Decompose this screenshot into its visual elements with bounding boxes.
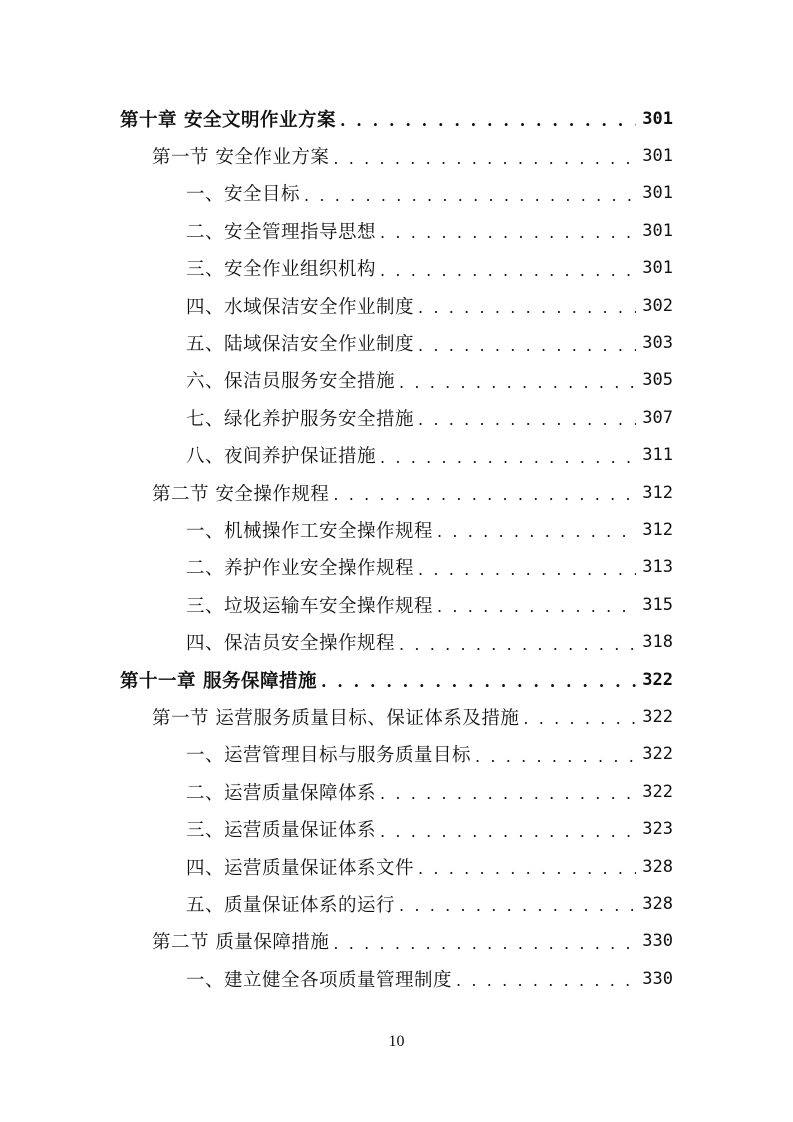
toc-entry-page: 313 bbox=[642, 557, 673, 578]
toc-entry-title: 二、安全管理指导思想 bbox=[186, 221, 377, 243]
dot-leader bbox=[475, 747, 636, 766]
toc-entry-page: 328 bbox=[642, 856, 673, 877]
toc-entry-page: 305 bbox=[642, 370, 673, 391]
toc-entry-title: 四、运营质量保证体系文件 bbox=[186, 857, 415, 879]
dot-leader bbox=[418, 298, 636, 317]
dot-leader bbox=[456, 971, 636, 990]
toc-subsection[interactable] bbox=[0, 362, 793, 399]
toc-entry-title: 五、质量保证体系的运行 bbox=[186, 894, 396, 916]
toc-entry-title: 一、安全目标 bbox=[186, 184, 301, 206]
toc-entry-page: 301 bbox=[642, 183, 673, 204]
dot-leader bbox=[333, 485, 636, 504]
toc-subsection[interactable] bbox=[0, 324, 793, 361]
dot-leader bbox=[418, 859, 636, 878]
toc-entry-page: 322 bbox=[642, 744, 673, 765]
toc-entry-title: 一、机械操作工安全操作规程 bbox=[186, 520, 434, 542]
toc-entry-page: 330 bbox=[642, 968, 673, 989]
toc-entry-page: 328 bbox=[642, 893, 673, 914]
toc-entry-page: 330 bbox=[642, 931, 673, 952]
toc-entry-page: 303 bbox=[642, 333, 673, 354]
toc-entry-page: 311 bbox=[642, 445, 673, 466]
toc-entry-page: 315 bbox=[642, 594, 673, 615]
dot-leader bbox=[399, 373, 636, 392]
dot-leader bbox=[399, 896, 636, 915]
toc-entry-title: 三、垃圾运输车安全操作规程 bbox=[186, 595, 434, 617]
toc-entry-title: 六、保洁员服务安全措施 bbox=[186, 371, 396, 393]
dot-leader bbox=[523, 709, 636, 728]
toc-section[interactable] bbox=[0, 923, 793, 960]
toc-entry-title: 四、保洁员安全操作规程 bbox=[186, 633, 396, 655]
toc-entry-page: 318 bbox=[642, 632, 673, 653]
dot-leader bbox=[380, 822, 636, 841]
toc-entry-title: 二、养护作业安全操作规程 bbox=[186, 558, 415, 580]
dot-leader bbox=[380, 784, 636, 803]
toc-entry-page: 323 bbox=[642, 819, 673, 840]
toc-subsection[interactable] bbox=[0, 810, 793, 847]
dot-leader bbox=[418, 560, 636, 579]
toc-subsection[interactable] bbox=[0, 399, 793, 436]
toc-subsection[interactable] bbox=[0, 250, 793, 287]
page-number: 10 bbox=[388, 1033, 405, 1050]
toc-entry-title: 一、建立健全各项质量管理制度 bbox=[186, 969, 453, 991]
toc-entry-page: 302 bbox=[642, 295, 673, 316]
dot-leader bbox=[437, 597, 636, 616]
toc-subsection[interactable] bbox=[0, 437, 793, 474]
toc-subsection[interactable] bbox=[0, 212, 793, 249]
toc-entry-title: 第一节 安全作业方案 bbox=[152, 147, 330, 169]
toc-entry-title: 四、水域保洁安全作业制度 bbox=[186, 296, 415, 318]
toc-entry-title: 第二节 安全操作规程 bbox=[152, 483, 330, 505]
toc-entry-page: 322 bbox=[642, 781, 673, 802]
toc-entry-page: 322 bbox=[642, 706, 673, 727]
dot-leader bbox=[399, 635, 636, 654]
toc-entry-page: 307 bbox=[642, 407, 673, 428]
toc-subsection[interactable] bbox=[0, 885, 793, 922]
toc-section[interactable] bbox=[0, 698, 793, 735]
dot-leader bbox=[333, 149, 636, 168]
toc-entry-page: 301 bbox=[642, 108, 673, 129]
toc-subsection[interactable] bbox=[0, 549, 793, 586]
toc-subsection[interactable] bbox=[0, 848, 793, 885]
dot-leader bbox=[418, 410, 636, 429]
toc-subsection[interactable] bbox=[0, 773, 793, 810]
toc-entry-page: 301 bbox=[642, 220, 673, 241]
toc-entry-title: 八、夜间养护保证措施 bbox=[186, 446, 377, 468]
dot-leader bbox=[380, 261, 636, 280]
dot-leader bbox=[333, 934, 636, 953]
toc-entry-title: 第十章 安全文明作业方案 bbox=[120, 109, 336, 131]
toc-section[interactable] bbox=[0, 474, 793, 511]
toc-subsection[interactable] bbox=[0, 736, 793, 773]
toc-entry-title: 五、陆域保洁安全作业制度 bbox=[186, 334, 415, 356]
toc-entry-page: 301 bbox=[642, 258, 673, 279]
dot-leader bbox=[437, 522, 636, 541]
toc-entry-title: 一、运营管理目标与服务质量目标 bbox=[186, 745, 472, 767]
toc-chapter[interactable] bbox=[0, 100, 793, 137]
toc-section[interactable] bbox=[0, 137, 793, 174]
toc-chapter[interactable] bbox=[0, 661, 793, 698]
toc-entry-title: 第十一章 服务保障措施 bbox=[120, 670, 317, 692]
dot-leader bbox=[321, 672, 636, 691]
toc-entry-page: 322 bbox=[642, 669, 673, 690]
toc-entry-title: 二、运营质量保障体系 bbox=[186, 782, 377, 804]
toc-entry-title: 第一节 运营服务质量目标、保证体系及措施 bbox=[152, 707, 520, 729]
dot-leader bbox=[304, 186, 636, 205]
toc-entry-page: 301 bbox=[642, 146, 673, 167]
dot-leader bbox=[418, 336, 636, 355]
toc-entry-title: 第二节 质量保障措施 bbox=[152, 932, 330, 954]
table-of-contents bbox=[0, 100, 793, 997]
toc-subsection[interactable] bbox=[0, 511, 793, 548]
toc-subsection[interactable] bbox=[0, 175, 793, 212]
toc-subsection[interactable] bbox=[0, 287, 793, 324]
toc-entry-page: 312 bbox=[642, 519, 673, 540]
toc-entry-title: 三、运营质量保证体系 bbox=[186, 820, 377, 842]
toc-subsection[interactable] bbox=[0, 960, 793, 997]
dot-leader bbox=[380, 448, 636, 467]
dot-leader bbox=[340, 111, 636, 130]
toc-entry-title: 七、绿化养护服务安全措施 bbox=[186, 408, 415, 430]
toc-subsection[interactable] bbox=[0, 623, 793, 660]
toc-entry-page: 312 bbox=[642, 482, 673, 503]
toc-entry-title: 三、安全作业组织机构 bbox=[186, 259, 377, 281]
dot-leader bbox=[380, 223, 636, 242]
toc-subsection[interactable] bbox=[0, 586, 793, 623]
